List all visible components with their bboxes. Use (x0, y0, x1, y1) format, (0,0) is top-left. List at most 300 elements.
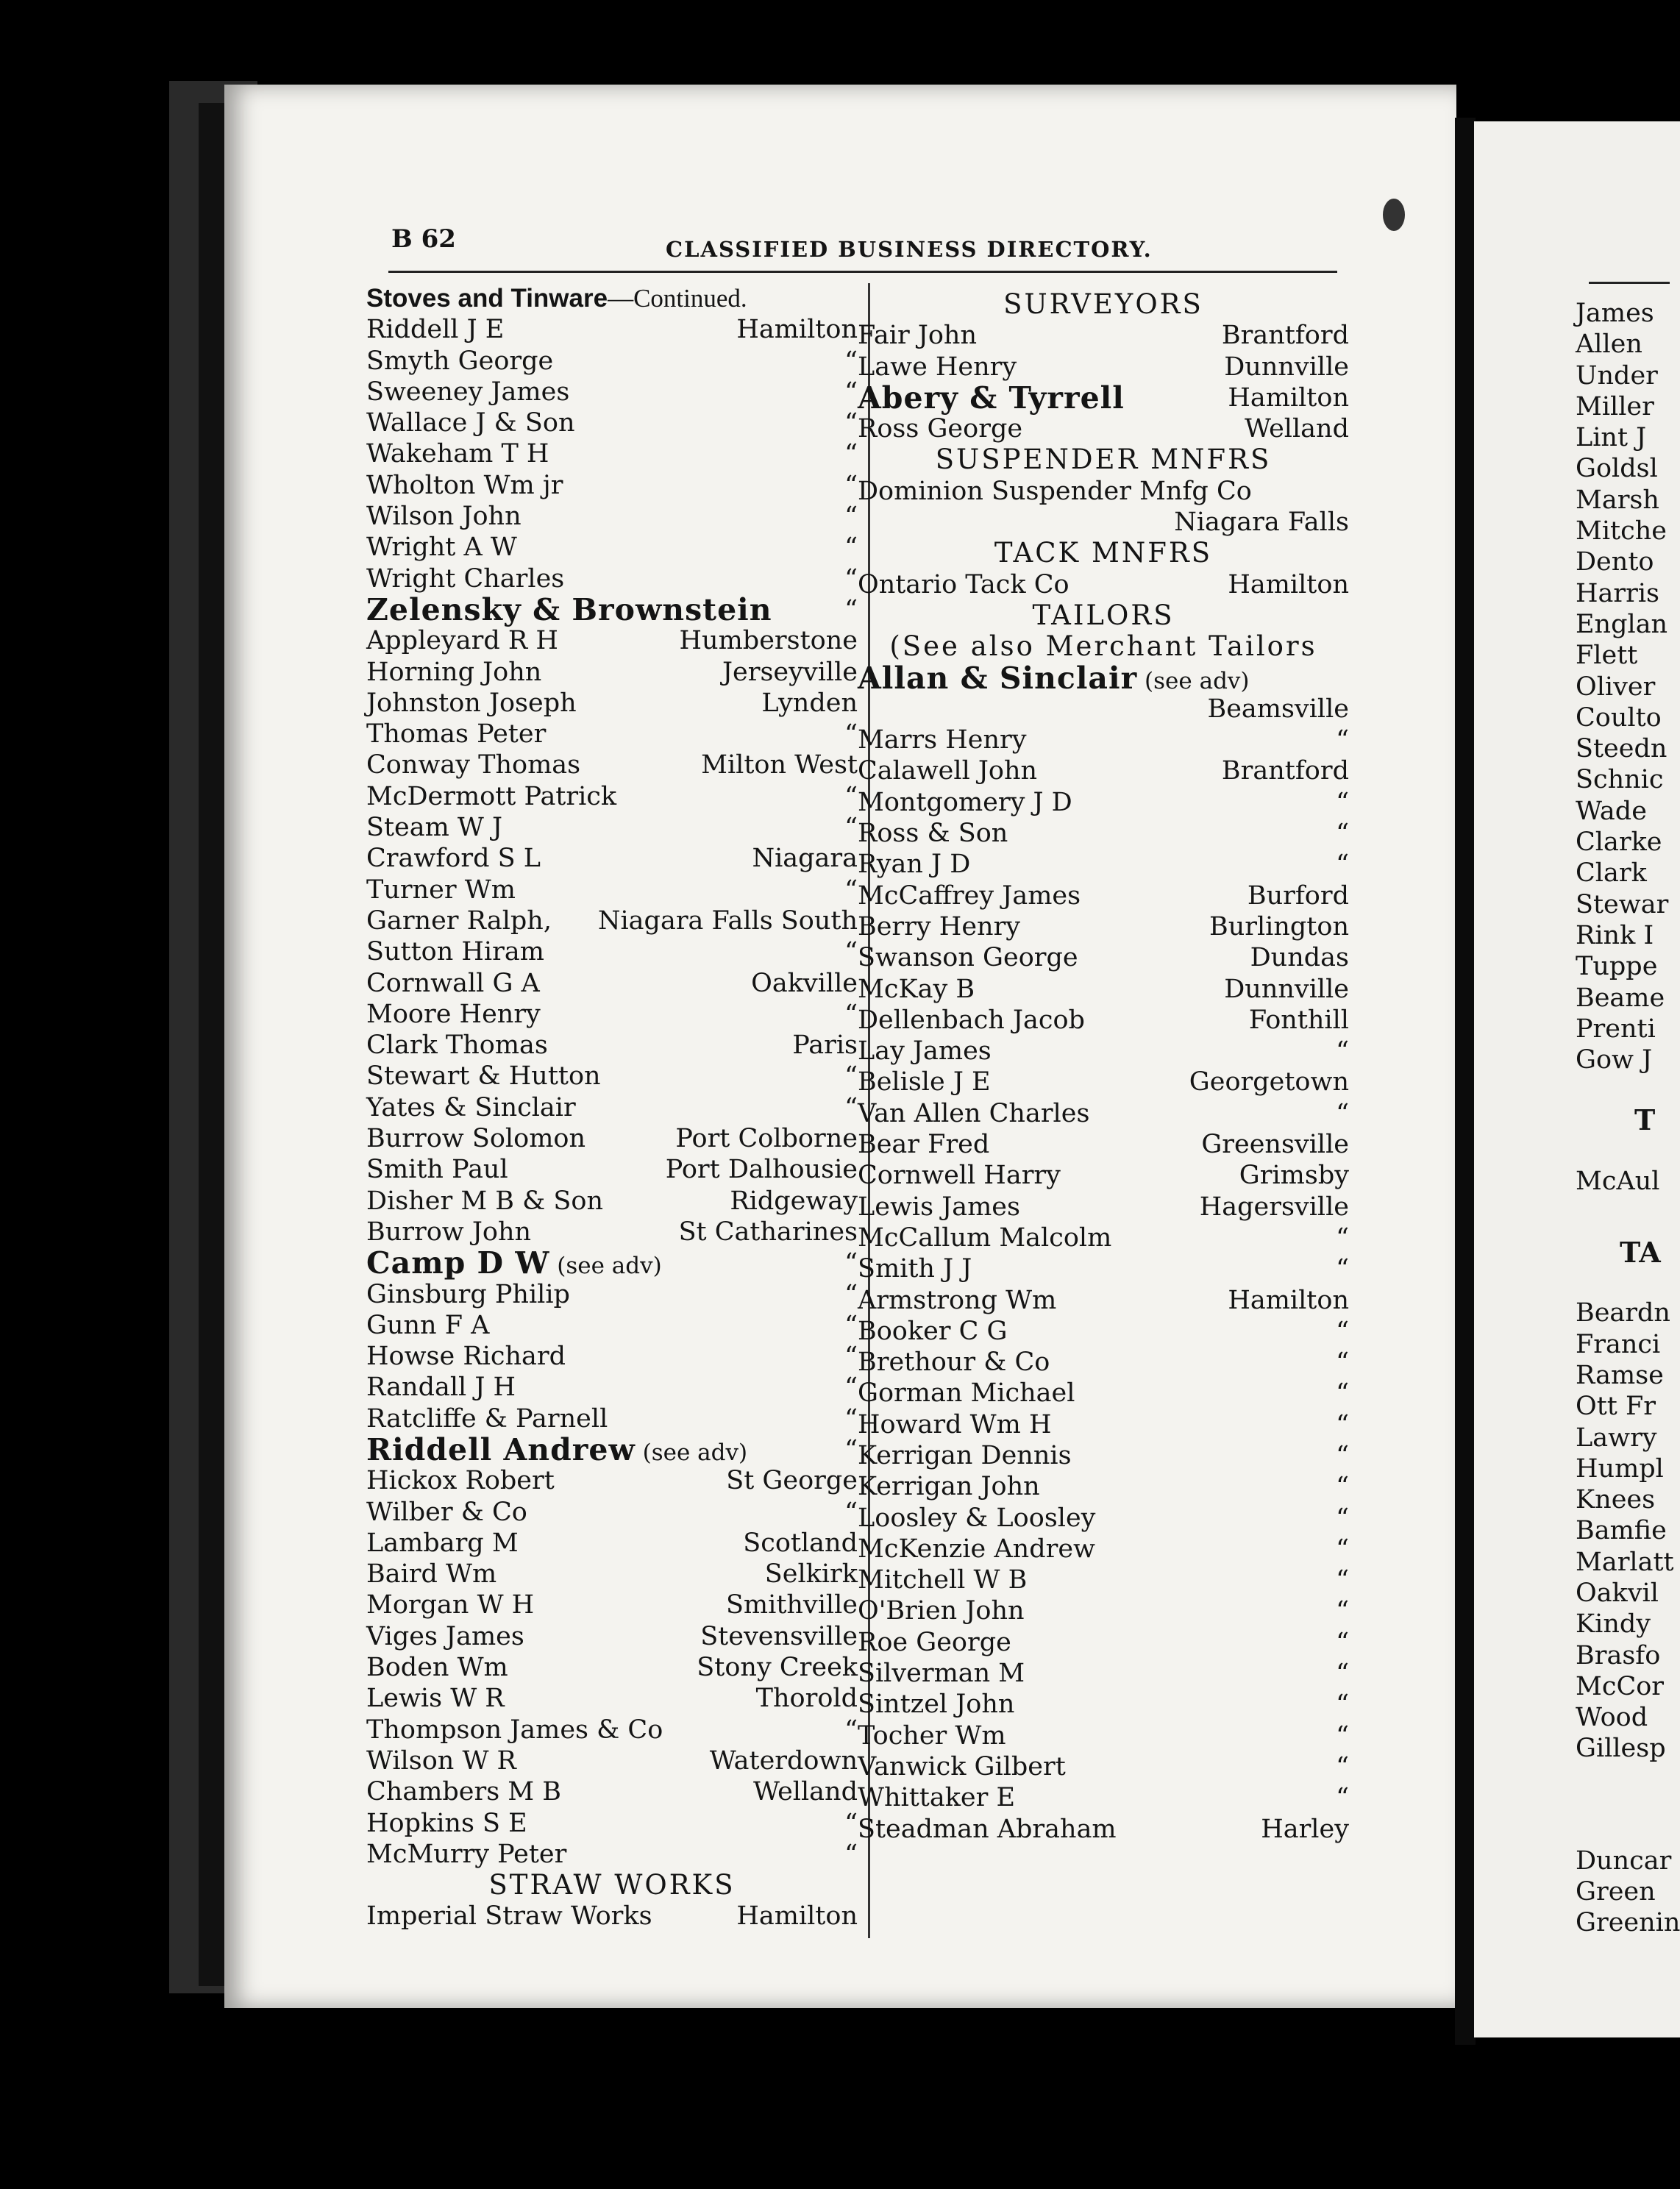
entry-name (366, 1776, 561, 1807)
directory-entry (858, 880, 1349, 911)
entry-name-text: Howard Wm H (858, 1409, 1052, 1439)
entry-name (858, 1409, 1052, 1440)
directory-entry (366, 1061, 858, 1092)
entry-name-text: Morgan W H (366, 1590, 535, 1620)
entry-name-text: Wilson W R (366, 1745, 516, 1776)
entry-name (366, 875, 516, 905)
entry-name-text: McKenzie Andrew (858, 1534, 1095, 1564)
entry-name (366, 1621, 524, 1652)
entry-name-text: Randall J H (366, 1373, 516, 1403)
next-page-fragment: Coulto (1576, 702, 1662, 733)
entry-name (366, 812, 502, 843)
directory-entry (366, 377, 858, 407)
entry-name (366, 1745, 516, 1776)
directory-entry (858, 1347, 1349, 1378)
directory-entry (366, 1590, 858, 1620)
section-heading (858, 289, 1349, 320)
entry-name (366, 470, 563, 501)
entry-name-text: Whittaker E (858, 1783, 1016, 1813)
entry-place: Dunnville (1224, 974, 1349, 1004)
section-heading-text: TACK MNFRS (994, 537, 1213, 569)
entry-name (858, 1347, 1050, 1378)
directory-entry (858, 1689, 1349, 1720)
directory-entry (366, 1341, 858, 1372)
entry-place: Humberstone (679, 626, 858, 656)
directory-entry (858, 725, 1349, 755)
entry-place: “ (1336, 1783, 1349, 1813)
section-heading (858, 631, 1349, 662)
next-page-fragment: Miller (1576, 391, 1654, 421)
entry-place: Brantford (1221, 321, 1349, 351)
directory-entry (858, 569, 1349, 600)
entry-name-text: Appleyard R H (366, 626, 558, 656)
directory-entry (366, 1154, 858, 1185)
entry-name-text: Marrs Henry (858, 725, 1027, 755)
section-heading (858, 538, 1349, 569)
entry-name-text: Mitchell W B (858, 1565, 1028, 1595)
next-page-fragment: Clark (1576, 858, 1647, 889)
entry-name (366, 1092, 576, 1123)
directory-entry (858, 1005, 1349, 1036)
entry-place: “ (1336, 1098, 1349, 1128)
entry-name (858, 380, 1125, 416)
directory-entry (366, 875, 858, 905)
entry-name (858, 725, 1027, 755)
entry-name (858, 1316, 1008, 1347)
heading-suffix: —Continued. (608, 284, 747, 313)
directory-entry (366, 750, 858, 780)
directory-entry (858, 1782, 1349, 1813)
entry-name-text: Disher M B & Son (366, 1186, 604, 1216)
directory-entry (858, 1534, 1349, 1565)
directory-entry (858, 1565, 1349, 1595)
entry-name (858, 1253, 972, 1284)
entry-name (858, 1067, 991, 1097)
next-page-fragment: Wood (1576, 1703, 1648, 1733)
entry-place: “ (844, 563, 858, 594)
entry-name-text: Wright A W (366, 533, 517, 563)
directory-entry (366, 346, 858, 377)
entry-name-text: Cornwell Harry (858, 1161, 1061, 1191)
next-page-fragment: Lint J (1576, 423, 1647, 453)
entry-place: “ (1336, 1472, 1349, 1502)
directory-entry (366, 1808, 858, 1839)
entry-place: Hamilton (736, 1901, 858, 1932)
entry-name (366, 750, 580, 780)
see-adv-note: (see adv) (1137, 667, 1250, 694)
entry-place: “ (844, 1373, 858, 1403)
directory-entry (858, 1036, 1349, 1067)
directory-entry (858, 1098, 1349, 1129)
entry-place: Waterdown (709, 1745, 858, 1776)
section-heading (858, 600, 1349, 631)
entry-name-text: Hopkins S E (366, 1808, 527, 1838)
entry-name-text: Riddell Andrew (366, 1431, 636, 1467)
entry-name (366, 1310, 489, 1341)
entry-name (366, 1372, 516, 1403)
directory-entry (858, 1067, 1349, 1097)
directory-entry (366, 1310, 858, 1341)
directory-entry (366, 1652, 858, 1683)
see-adv-note: (see adv) (635, 1439, 748, 1466)
directory-entry (366, 999, 858, 1030)
entry-name (366, 501, 522, 532)
entry-place: “ (1336, 787, 1349, 817)
entry-name (366, 1497, 527, 1528)
entry-place: Hamilton (1228, 1285, 1349, 1315)
entry-name (366, 377, 569, 407)
directory-entry (366, 532, 858, 563)
entry-name (858, 476, 1252, 507)
directory-entry (858, 320, 1349, 351)
entry-name (858, 911, 1020, 942)
directory-entry (366, 1683, 858, 1714)
entry-place: Lynden (761, 688, 858, 718)
next-page-fragment: Englan (1576, 609, 1668, 639)
next-page-fragment: Prenti (1576, 1014, 1656, 1044)
next-page-fragment: Green (1576, 1877, 1656, 1907)
entry-name-text: Gorman Michael (858, 1378, 1075, 1409)
directory-entry (366, 1839, 858, 1870)
entry-place: Harley (1261, 1814, 1349, 1844)
entry-name (858, 880, 1081, 911)
entry-name (858, 1814, 1117, 1845)
next-page-fragment: Brasfo (1576, 1640, 1661, 1670)
directory-entry (366, 407, 858, 438)
entry-name-text: Stoves and Tinware (366, 284, 608, 313)
directory-entry (366, 1217, 858, 1247)
entry-name-text: Moore Henry (366, 999, 541, 1029)
entry-name-text: McCaffrey James (858, 880, 1081, 911)
entry-name (858, 1534, 1095, 1565)
entry-place: “ (844, 937, 858, 967)
entry-place: Fonthill (1248, 1005, 1349, 1035)
directory-entry (858, 1253, 1349, 1284)
directory-entry (366, 1245, 858, 1281)
entry-name-text: Burrow Solomon (366, 1124, 585, 1154)
header-rule (388, 271, 1337, 273)
entry-name (366, 1186, 603, 1217)
entry-place: “ (1336, 1627, 1349, 1657)
entry-name (858, 569, 1069, 600)
entry-place: Niagara (752, 844, 858, 874)
next-page-fragment: Beardn (1576, 1298, 1670, 1328)
entry-name-text: Roe George (858, 1627, 1011, 1657)
directory-entry (858, 1222, 1349, 1253)
entry-name-text: Thomas Peter (366, 719, 547, 750)
next-page-fragment: Clarke (1576, 827, 1662, 858)
entry-name (366, 1839, 566, 1870)
next-page-fragment: Wade (1576, 796, 1647, 826)
entry-name (366, 625, 558, 656)
next-page-fragment: Bamfie (1576, 1516, 1667, 1546)
directory-entry (366, 1715, 858, 1745)
entry-name-text: Steadman Abraham (858, 1814, 1117, 1844)
entry-name-text: Ross George (858, 414, 1023, 444)
entry-name-text: Abery & Tyrrell (858, 380, 1125, 416)
entry-name (366, 1683, 505, 1714)
entry-name (366, 283, 747, 314)
directory-entry (366, 283, 858, 314)
entry-name (366, 407, 575, 438)
entry-place: “ (844, 502, 858, 532)
entry-name-text: Sintzel John (858, 1690, 1015, 1720)
entry-place: “ (844, 999, 858, 1029)
entry-place: “ (1336, 1534, 1349, 1564)
directory-entry (366, 501, 858, 532)
entry-name (858, 849, 970, 880)
entry-place: Milton West (701, 750, 858, 780)
next-page-fragment: Humpl (1576, 1453, 1664, 1484)
directory-entry (858, 942, 1349, 973)
entry-name-text: Kerrigan Dennis (858, 1440, 1072, 1470)
next-page-fragment: Rink I (1576, 920, 1654, 950)
entry-place: “ (1336, 1565, 1349, 1595)
directory-entry (366, 812, 858, 843)
entry-name-text: Chambers M B (366, 1777, 561, 1807)
entry-name (366, 438, 549, 469)
directory-entry (858, 755, 1349, 786)
entry-name (366, 781, 616, 812)
entry-name-text: Zelensky & Brownstein (366, 591, 772, 627)
entry-name-text: Lay James (858, 1036, 992, 1067)
directory-entry (366, 1497, 858, 1528)
entry-place: Burford (1247, 880, 1349, 911)
entry-name (366, 1465, 555, 1496)
directory-entry (366, 1465, 858, 1496)
entry-name (858, 942, 1078, 973)
entry-place: Welland (752, 1777, 858, 1807)
entry-place: Jerseyville (722, 657, 858, 687)
entry-place: “ (1336, 1378, 1349, 1409)
entry-name (366, 1403, 608, 1434)
section-heading (858, 444, 1349, 475)
next-page-fragment: Knees (1576, 1485, 1656, 1515)
next-page-fragment: Oliver (1576, 672, 1656, 702)
next-page-fragment: Duncar (1576, 1845, 1672, 1876)
section-heading-text: STRAW WORKS (488, 1869, 736, 1901)
entry-place: “ (1336, 1440, 1349, 1470)
directory-entry (366, 905, 858, 936)
entry-name-text: Hickox Robert (366, 1466, 555, 1496)
entry-name (366, 936, 544, 967)
entry-place: “ (844, 813, 858, 843)
directory-entry (366, 625, 858, 656)
entry-name-text: Crawford S L (366, 844, 541, 874)
directory-entry (858, 1751, 1349, 1782)
entry-place: “ (844, 719, 858, 750)
entry-name-text: Allan & Sinclair (858, 660, 1138, 696)
entry-place: Brantford (1221, 756, 1349, 786)
right-column (858, 289, 1349, 1845)
left-column (366, 283, 858, 1932)
next-page-fragment: Goldsl (1576, 454, 1658, 484)
entry-place: Welland (1244, 414, 1349, 444)
entry-name-text: Wallace J & Son (366, 408, 575, 438)
directory-entry (858, 1192, 1349, 1222)
directory-entry (366, 314, 858, 345)
directory-entry (858, 1595, 1349, 1626)
entry-name-text: Cornwall G A (366, 968, 540, 998)
next-page-fragment: TA (1620, 1236, 1661, 1270)
entry-name (858, 320, 977, 351)
entry-place: Port Colborne (675, 1124, 858, 1154)
directory-entry (366, 563, 858, 594)
directory-entry (366, 1528, 858, 1559)
entry-name-text: Burrow John (366, 1217, 532, 1247)
entry-name-text: Armstrong Wm (858, 1285, 1057, 1315)
entry-name (366, 563, 564, 594)
page-number: B 62 (391, 224, 456, 254)
entry-name (366, 346, 553, 377)
entry-place: “ (844, 1342, 858, 1372)
entry-name-text: Howse Richard (366, 1342, 566, 1372)
directory-entry (858, 380, 1349, 416)
entry-name-text: Brethour & Co (858, 1348, 1050, 1378)
next-page-fragment: Beame (1576, 983, 1665, 1013)
section-heading-text: TAILORS (1032, 599, 1175, 631)
entry-place: “ (1336, 1036, 1349, 1067)
entry-name-text: Vanwick Gilbert (858, 1751, 1066, 1782)
directory-entry (366, 1559, 858, 1590)
entry-place: “ (844, 1061, 858, 1092)
entry-place: “ (844, 1715, 858, 1745)
directory-entry (366, 719, 858, 750)
entry-name (366, 1590, 534, 1620)
entry-name (366, 1808, 527, 1839)
entry-name (366, 1123, 585, 1154)
entry-name-text: Clark Thomas (366, 1031, 548, 1061)
page-title: CLASSIFIED BUSINESS DIRECTORY. (666, 237, 1153, 262)
directory-entry (366, 688, 858, 719)
next-page-rule (1589, 282, 1670, 284)
entry-name (366, 1715, 663, 1745)
entry-name-text: Johnston Joseph (366, 688, 577, 718)
entry-name (858, 1782, 1015, 1813)
directory-entry (366, 1776, 858, 1807)
entry-name-text: McMurry Peter (366, 1839, 567, 1869)
entry-name (858, 413, 1022, 444)
entry-place: “ (844, 1248, 858, 1278)
entry-place: “ (1336, 1690, 1349, 1720)
entry-name-text: Silverman M (858, 1659, 1025, 1689)
entry-name-text: Stewart & Hutton (366, 1061, 601, 1092)
entry-name (858, 818, 1008, 849)
entry-place: Oakville (751, 968, 858, 998)
entry-name (858, 787, 1072, 818)
section-heading-text: SUSPENDER MNFRS (935, 444, 1272, 476)
directory-entry (366, 936, 858, 967)
directory-entry (366, 1901, 858, 1932)
entry-place: Dunnville (1224, 352, 1349, 382)
entry-name-text: Smith J J (858, 1254, 972, 1284)
entry-name-text: Wright Charles (366, 563, 565, 594)
entry-name (366, 968, 540, 999)
entry-place: Port Dalhousie (665, 1155, 858, 1185)
entry-place: “ (844, 408, 858, 438)
entry-name (366, 1154, 508, 1185)
next-page-fragment: Under (1576, 360, 1658, 391)
entry-place: “ (1336, 1751, 1349, 1782)
entry-name-text: Ross & Son (858, 819, 1008, 849)
entry-name (858, 1160, 1061, 1191)
entry-name-text: Steam W J (366, 813, 503, 843)
entry-place: Hagersville (1199, 1192, 1349, 1222)
entry-name-text: Ryan J D (858, 850, 971, 880)
next-page-fragment: Kindy (1576, 1609, 1651, 1640)
entry-name (366, 1341, 566, 1372)
directory-entry (366, 1279, 858, 1310)
section-heading (366, 1870, 858, 1901)
directory-entry (366, 1431, 858, 1467)
entry-place: “ (844, 875, 858, 905)
entry-name-text: Smyth George (366, 346, 554, 376)
entry-name-text: McKay B (858, 974, 975, 1004)
entry-name (858, 1720, 1006, 1751)
entry-place: St George (726, 1466, 858, 1496)
entry-place: Grimsby (1239, 1161, 1349, 1191)
next-page-fragment: McCor (1576, 1671, 1665, 1701)
entry-place: “ (1336, 1720, 1349, 1751)
directory-entry (858, 849, 1349, 880)
entry-name (858, 1627, 1011, 1658)
entry-name-text: Booker C G (858, 1316, 1008, 1346)
entry-name (858, 974, 975, 1005)
directory-entry (858, 787, 1349, 818)
entry-name-text: Ontario Tack Co (858, 569, 1069, 599)
book-binding (199, 103, 228, 1986)
entry-name-text: Swanson George (858, 943, 1078, 973)
entry-place: “ (844, 1092, 858, 1122)
directory-entry (858, 1409, 1349, 1440)
entry-name-text: Fair John (858, 321, 978, 351)
directory-entry (366, 1030, 858, 1061)
entry-name-text: Lewis James (858, 1192, 1020, 1222)
next-page-fragment: Dento (1576, 547, 1654, 577)
directory-entry (366, 968, 858, 999)
entry-place: “ (844, 781, 858, 811)
ink-blot (1383, 199, 1405, 231)
entry-name (858, 352, 1017, 382)
entry-place: Hamilton (736, 315, 858, 345)
entry-name (366, 1247, 662, 1281)
entry-name-text: Calawell John (858, 756, 1038, 786)
next-page-fragment: McAul (1576, 1166, 1660, 1196)
entry-place: “ (1336, 1503, 1349, 1533)
entry-place: Greensville (1201, 1130, 1349, 1160)
directory-entry (858, 507, 1349, 538)
entry-name-text: Sutton Hiram (366, 937, 544, 967)
entry-place: “ (844, 1839, 858, 1869)
entry-name (858, 1689, 1014, 1720)
entry-name-text: Baird Wm (366, 1559, 497, 1590)
entry-name (858, 1285, 1056, 1316)
directory-entry (858, 1440, 1349, 1471)
entry-name (366, 1652, 508, 1683)
entry-name (858, 660, 1250, 697)
entry-name-text: Turner Wm (366, 875, 516, 905)
next-page-fragment: Greenin (1576, 1908, 1680, 1938)
entry-name (858, 1471, 1040, 1502)
next-page-fragment: T (1634, 1103, 1656, 1137)
directory-entry (366, 1403, 858, 1434)
entry-name (858, 1751, 1066, 1782)
entry-name-text: Garner Ralph, (366, 905, 552, 936)
directory-entry (858, 974, 1349, 1005)
entry-name-text: Imperial Straw Works (366, 1901, 652, 1932)
entry-name-text: Gunn F A (366, 1310, 490, 1340)
entry-name-text: Belisle J E (858, 1067, 991, 1097)
